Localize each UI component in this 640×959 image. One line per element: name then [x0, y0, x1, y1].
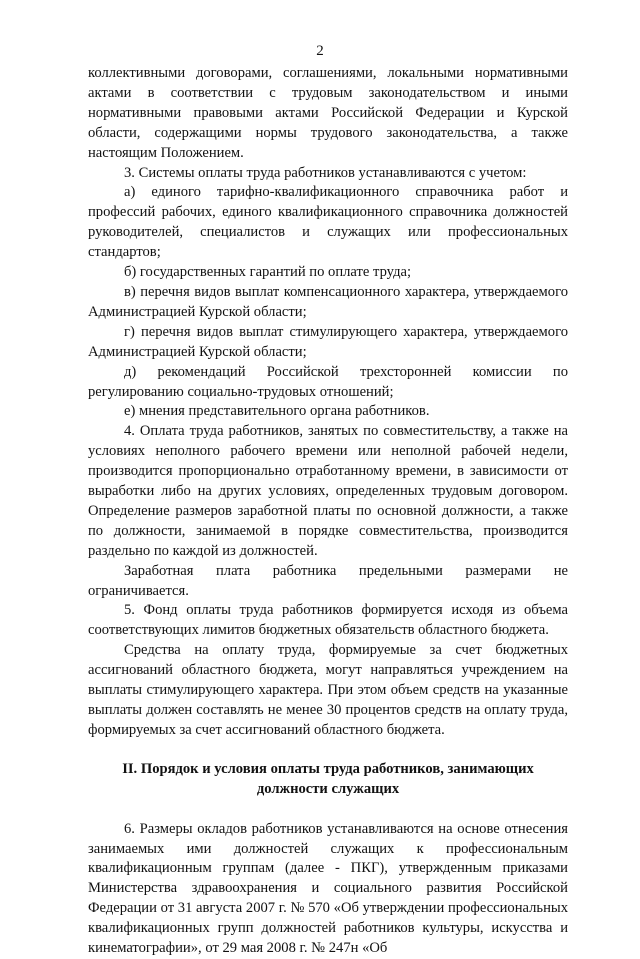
paragraph: г) перечня видов выплат стимулирующего характера, утверждаемого Администрацией Курской области; — [88, 323, 568, 360]
page-number: 2 — [316, 43, 324, 59]
section-heading: II. Порядок и условия оплаты труда работников, занимающих должности служащих — [122, 760, 534, 797]
document-body — [88, 64, 568, 959]
paragraph: Заработная плата работника предельными размерами не ограничивается. — [88, 562, 568, 599]
paragraph: 6. Размеры окладов работников устанавливаются на основе отнесения занимаемых ими должностей служащих к профессиональным квалификационным группам (далее - ПКГ), утвержденным приказами Министерства здравоохранения и социального развития Российской Федерации от 31 августа 2007 г. № 570 «Об утверждении профессиональных квалификационных групп должностей работников культуры, искусства и кинематографии», от 29 мая 2008 г. № 247н «Об — [88, 820, 568, 957]
paragraphs-before-heading — [88, 64, 568, 741]
paragraphs-after-heading — [88, 820, 568, 959]
paragraph: д) рекомендаций Российской трехсторонней комиссии по регулированию социально-трудовых отношений; — [88, 363, 568, 400]
paragraph: а) единого тарифно-квалификационного справочника работ и профессий рабочих, единого квалификационного справочника должностей руководителей, специалистов и служащих или профессиональных стандартов; — [88, 184, 568, 261]
paragraph: в) перечня видов выплат компенсационного характера, утверждаемого Администрацией Курской области; — [88, 283, 568, 320]
paragraph: Средства на оплату труда, формируемые за счет бюджетных ассигнований областного бюджета, могут направляться учреждением на выплаты стимулирующего характера. При этом объем средств на указанные выплаты должен составлять не менее 30 процентов средств на оплату труда, формируемых за счет ассигнований областного бюджета. — [88, 642, 568, 738]
paragraph: е) мнения представительного органа работников. — [124, 403, 430, 420]
paragraph: 5. Фонд оплаты труда работников формируется исходя из объема соответствующих лимитов бюджетных обязательств областного бюджета. — [88, 602, 568, 639]
paragraph: 3. Системы оплаты труда работников устанавливаются с учетом: — [124, 164, 527, 181]
paragraph: 4. Оплата труда работников, занятых по совместительству, а также на условиях неполного рабочего времени или неполной рабочей недели, производится пропорционально отработанному времени, в зависимости от выработки либо на других условиях, определенных трудовым договором. Определение размеров заработной платы по основной должности, а также по должности, занимаемой в порядке совместительства, производится раздельно по каждой из должностей. — [88, 423, 568, 559]
paragraph: коллективными договорами, соглашениями, локальными нормативными актами в соответствии с трудовым законодательством и иными нормативными правовыми актами Российской Федерации и Курской области, содержащими нормы трудового законодательства, а также настоящим Положением. — [88, 65, 568, 161]
paragraph: б) государственных гарантий по оплате труда; — [124, 264, 412, 281]
